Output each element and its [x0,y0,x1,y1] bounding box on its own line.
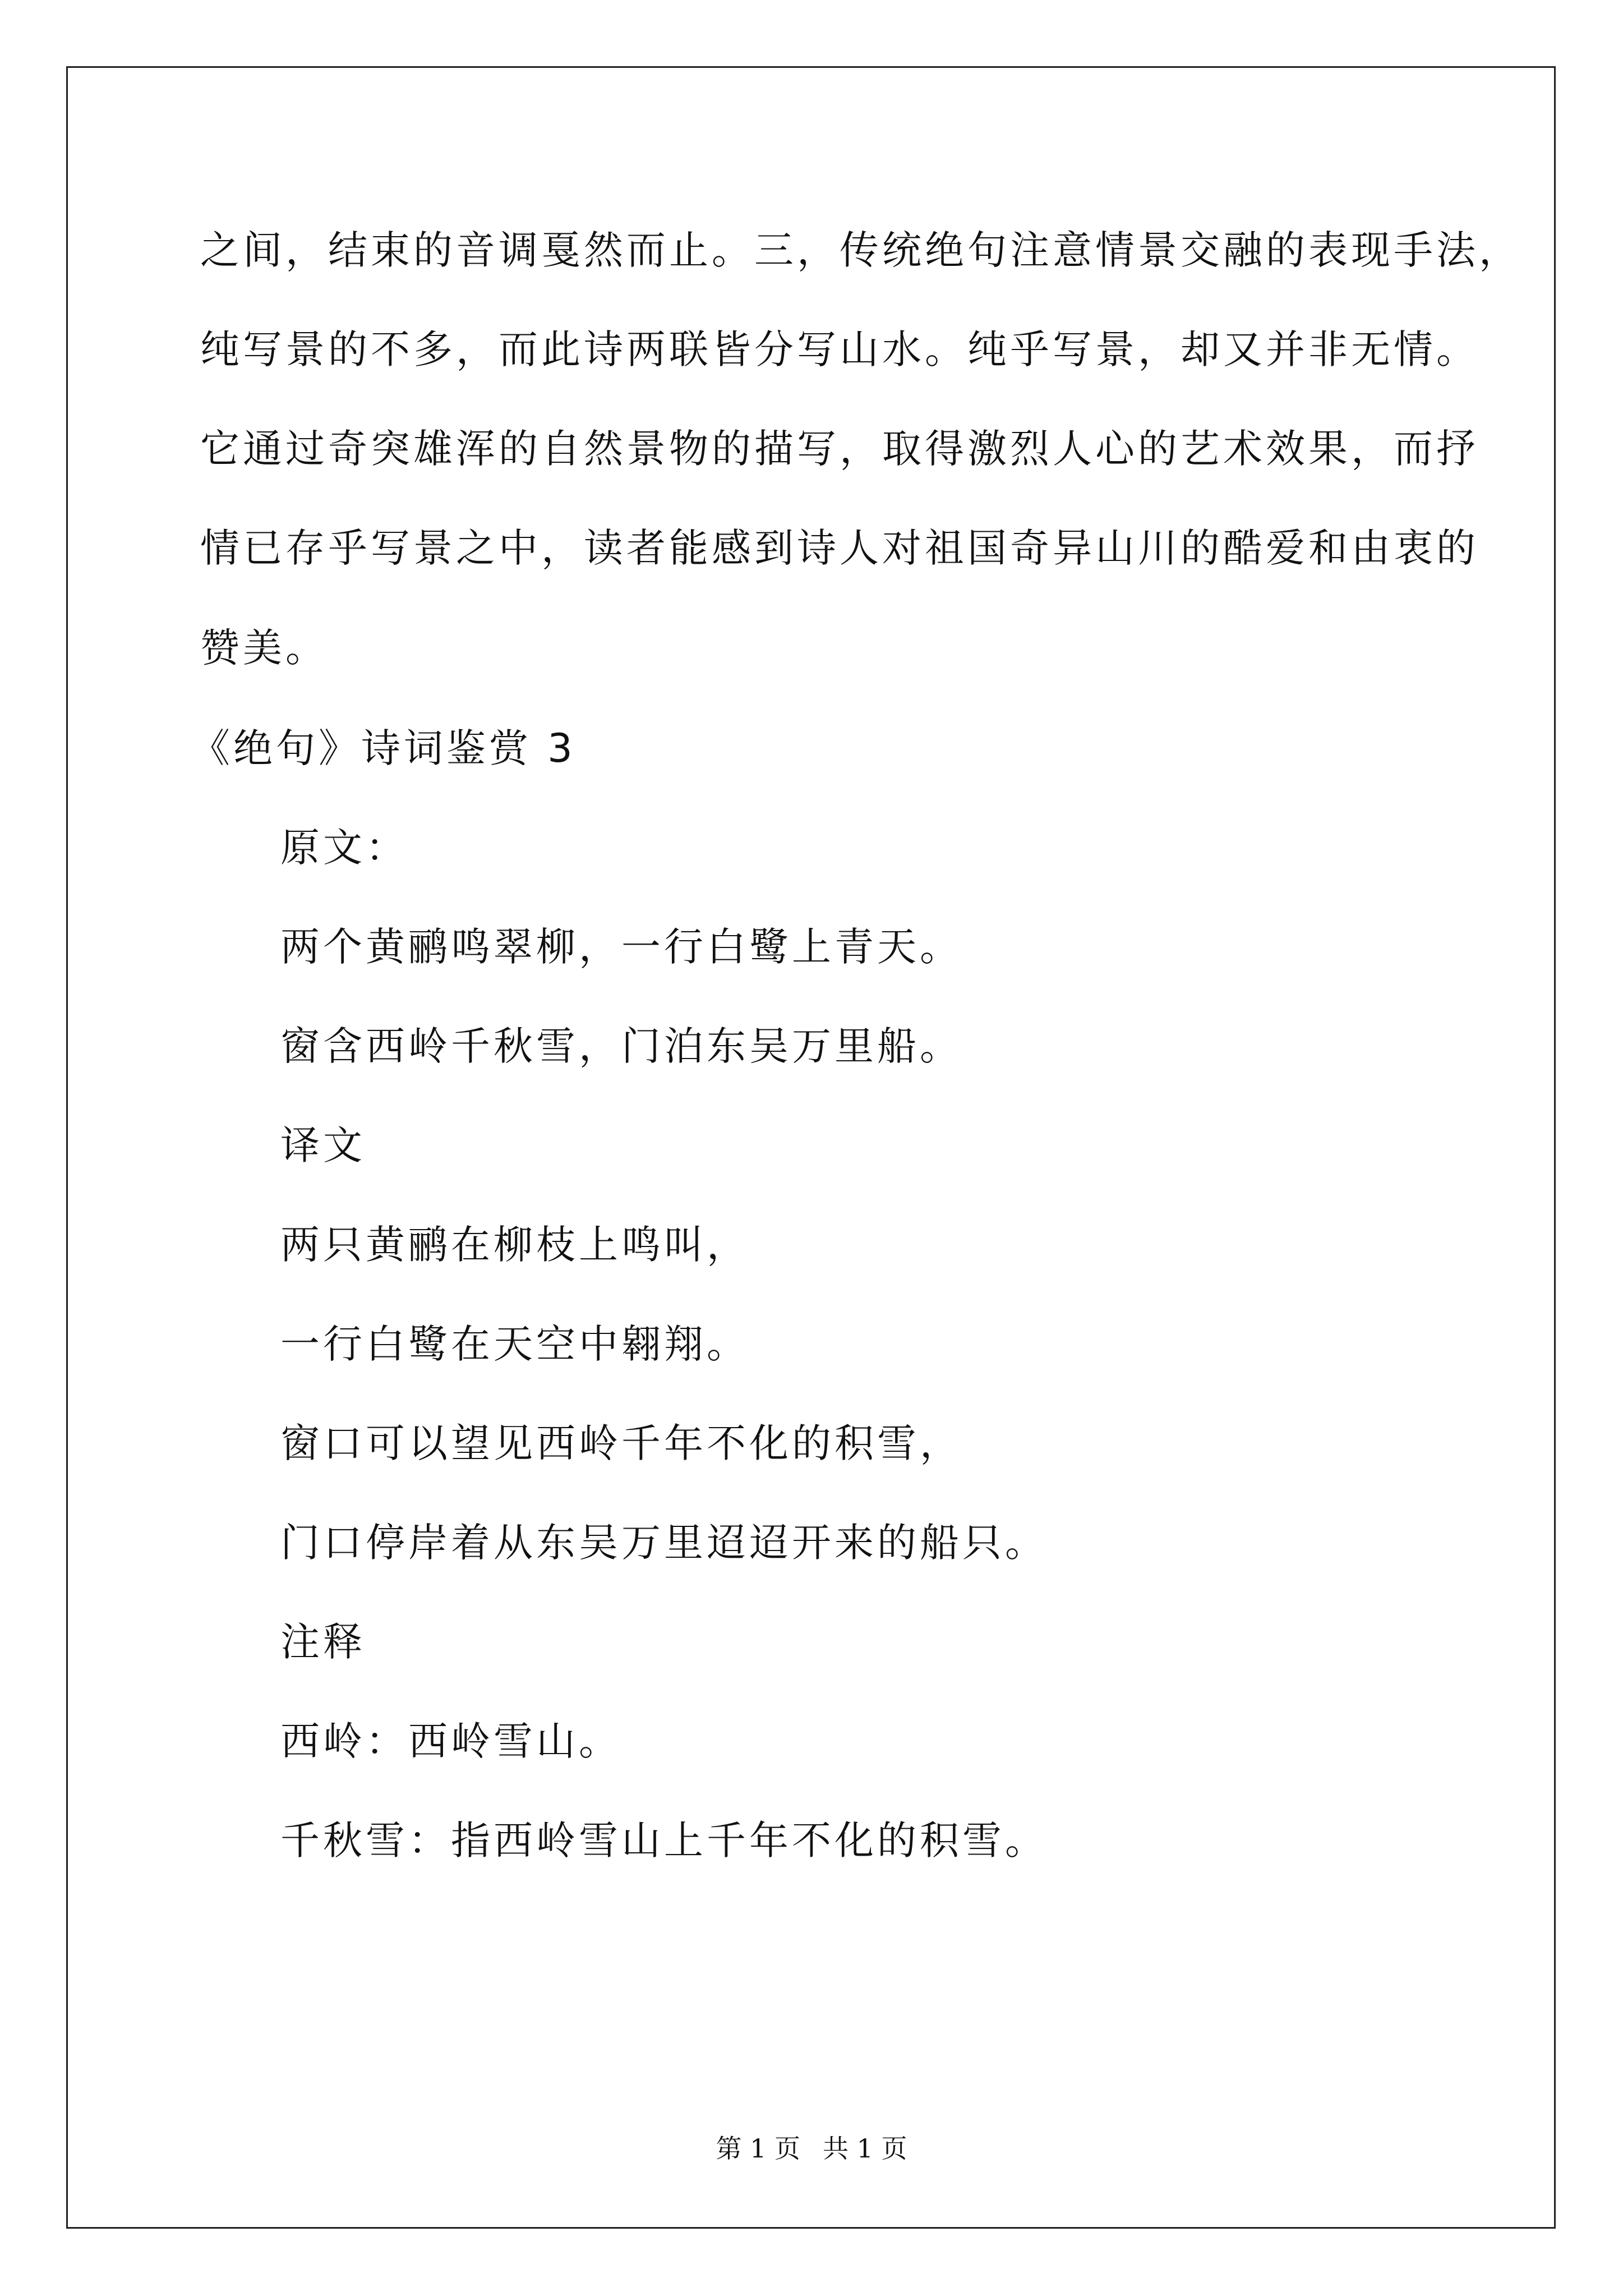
original-line-1: 两个黄鹂鸣翠柳，一行白鹭上青天。 [280,924,962,970]
paragraph-line-2: 纯写景的不多，而此诗两联皆分写山水。纯乎写景，却又并非无情。 [200,326,1479,372]
translation-line-2: 一行白鹭在天空中翱翔。 [280,1321,749,1367]
notes-label: 注释 [280,1619,366,1665]
original-line-2: 窗含西岭千秋雪，门泊东吴万里船。 [280,1023,962,1069]
paragraph-line-1: 之间，结束的音调戛然而止。三，传统绝句注意情景交融的表现手法， [200,227,1521,273]
translation-line-4: 门口停岸着从东吴万里迢迢开来的船只。 [280,1520,1048,1566]
translation-line-3: 窗口可以望见西岭千年不化的积雪， [280,1420,962,1466]
page-number-total: 共 1 页 [823,2133,907,2164]
translation-label: 译文 [280,1122,366,1168]
original-label: 原文： [280,825,408,871]
notes-line-1: 西岭：西岭雪山。 [280,1718,621,1764]
page-number-current: 第 1 页 [716,2133,800,2164]
paragraph-line-3: 它通过奇突雄浑的自然景物的描写，取得激烈人心的艺术效果，而抒 [200,426,1479,472]
notes-line-2: 千秋雪：指西岭雪山上千年不化的积雪。 [280,1818,1048,1864]
paragraph-line-5: 赞美。 [200,625,328,671]
section-title: 《绝句》诗词鉴赏 3 [191,725,576,771]
page-footer [0,2132,1623,2165]
translation-line-1: 两只黄鹂在柳枝上鸣叫， [280,1222,749,1268]
paragraph-line-4: 情已存乎写景之中，读者能感到诗人对祖国奇异山川的酷爱和由衷的 [200,525,1479,571]
